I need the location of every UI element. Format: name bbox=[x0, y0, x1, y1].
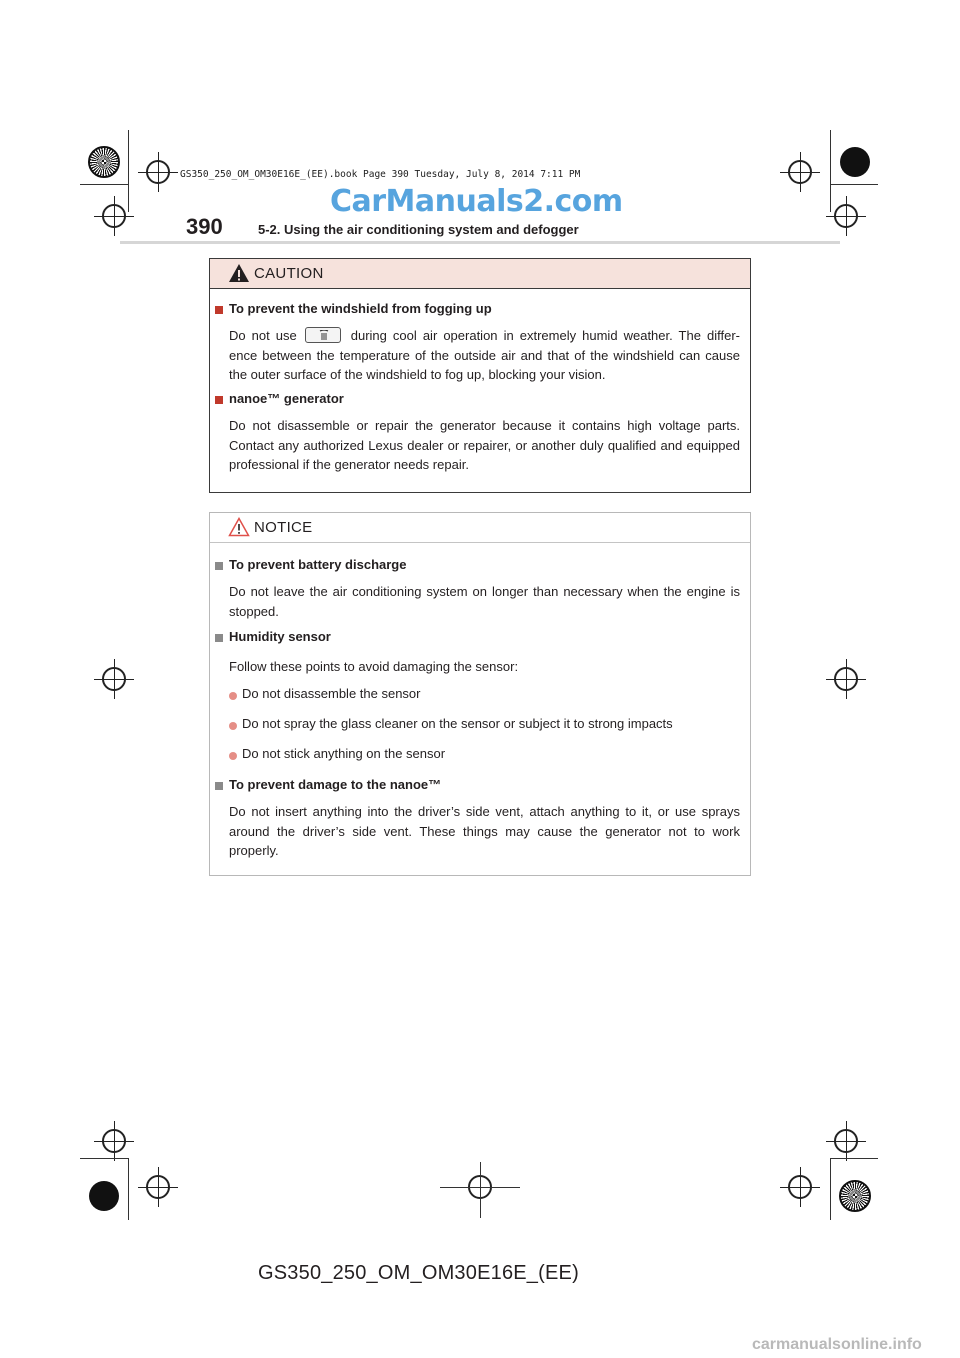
list-item: Do not disassemble the sensor bbox=[242, 686, 421, 701]
notice-item-title: To prevent damage to the nanoe™ bbox=[229, 777, 442, 792]
solid-circle-mark-icon bbox=[89, 1181, 119, 1211]
caution-square-icon bbox=[215, 306, 223, 314]
crop-line bbox=[830, 184, 878, 185]
sunburst-mark-icon bbox=[88, 146, 120, 178]
header-divider bbox=[120, 241, 840, 244]
section-title: 5-2. Using the air conditioning system and defogger bbox=[258, 222, 579, 237]
windshield-defogger-icon bbox=[305, 327, 341, 343]
crop-line bbox=[128, 130, 129, 212]
notice-item-text: Do not leave the air conditioning system on longer than necessary when the engine is stopped. bbox=[229, 584, 740, 619]
book-file-line: GS350_250_OM_OM30E16E_(EE).book Page 390 Tuesday, July 8, 2014 7:11 PM bbox=[180, 169, 581, 180]
caution-item-text: Do not disassemble or repair the generator because it contains high voltage parts. Contact any authorized Lexus dealer or repairer, or another duly qualified and equipped professional if the generator needs repair. bbox=[229, 418, 740, 472]
page-number: 390 bbox=[186, 214, 223, 239]
crop-line bbox=[830, 1158, 831, 1220]
crop-line bbox=[830, 1158, 878, 1159]
bullet-dot-icon bbox=[229, 722, 237, 730]
notice-square-icon bbox=[215, 634, 223, 642]
crop-line bbox=[80, 1158, 128, 1159]
crosshair-mark-icon bbox=[788, 160, 812, 184]
warning-triangle-icon bbox=[228, 263, 250, 283]
crosshair-mark-icon bbox=[102, 1129, 126, 1153]
caution-header bbox=[210, 259, 750, 289]
notice-item-text: Do not insert anything into the driver’s side vent, attach anything to it, or use sprays around the driver’s side vent. These things may cause the generator not to work properly. bbox=[229, 804, 740, 858]
warning-triangle-outline-icon bbox=[228, 517, 250, 537]
notice-heading: NOTICE bbox=[254, 519, 313, 536]
crop-line bbox=[80, 184, 128, 185]
caution-item-title: nanoe™ generator bbox=[229, 391, 344, 406]
notice-item-title: Humidity sensor bbox=[229, 629, 331, 644]
crosshair-mark-icon bbox=[834, 204, 858, 228]
caution-item-title: To prevent the windshield from fogging up bbox=[229, 301, 492, 316]
crosshair-mark-icon bbox=[834, 667, 858, 691]
list-item: Do not spray the glass cleaner on the sensor or subject it to strong impacts bbox=[242, 716, 673, 731]
notice-header bbox=[210, 513, 750, 543]
bullet-dot-icon bbox=[229, 692, 237, 700]
notice-square-icon bbox=[215, 782, 223, 790]
crosshair-mark-icon bbox=[146, 160, 170, 184]
caution-box bbox=[209, 258, 751, 493]
list-item: Do not stick anything on the sensor bbox=[242, 746, 446, 761]
notice-box bbox=[209, 512, 751, 876]
notice-item-title: To prevent battery discharge bbox=[229, 557, 407, 572]
solid-circle-mark-icon bbox=[840, 147, 870, 177]
crosshair-mark-icon bbox=[102, 667, 126, 691]
watermark-text: CarManuals2.com bbox=[330, 184, 623, 219]
caution-heading: CAUTION bbox=[254, 265, 324, 282]
caution-item-text: Do not use during cool air operation in extremely humid weather. The differ- ence between the temperature of the outside air and that of the windshield can cause the outer surface of the windshield to fog up, blocking your vision. bbox=[229, 328, 741, 382]
crop-line bbox=[440, 1187, 520, 1188]
crosshair-mark-icon bbox=[102, 204, 126, 228]
crosshair-mark-icon bbox=[146, 1175, 170, 1199]
crop-line bbox=[480, 1162, 481, 1218]
crosshair-mark-icon bbox=[788, 1175, 812, 1199]
crosshair-mark-icon bbox=[834, 1129, 858, 1153]
bullet-dot-icon bbox=[229, 752, 237, 760]
footer-site-watermark: carmanualsonline.info bbox=[752, 1336, 922, 1353]
notice-item-text: Follow these points to avoid damaging the sensor: bbox=[229, 659, 519, 674]
crop-line bbox=[128, 1158, 129, 1220]
crop-line bbox=[830, 130, 831, 212]
notice-square-icon bbox=[215, 562, 223, 570]
caution-square-icon bbox=[215, 396, 223, 404]
sunburst-mark-icon bbox=[839, 1180, 871, 1212]
footer-manual-code: GS350_250_OM_OM30E16E_(EE) bbox=[258, 1262, 579, 1284]
